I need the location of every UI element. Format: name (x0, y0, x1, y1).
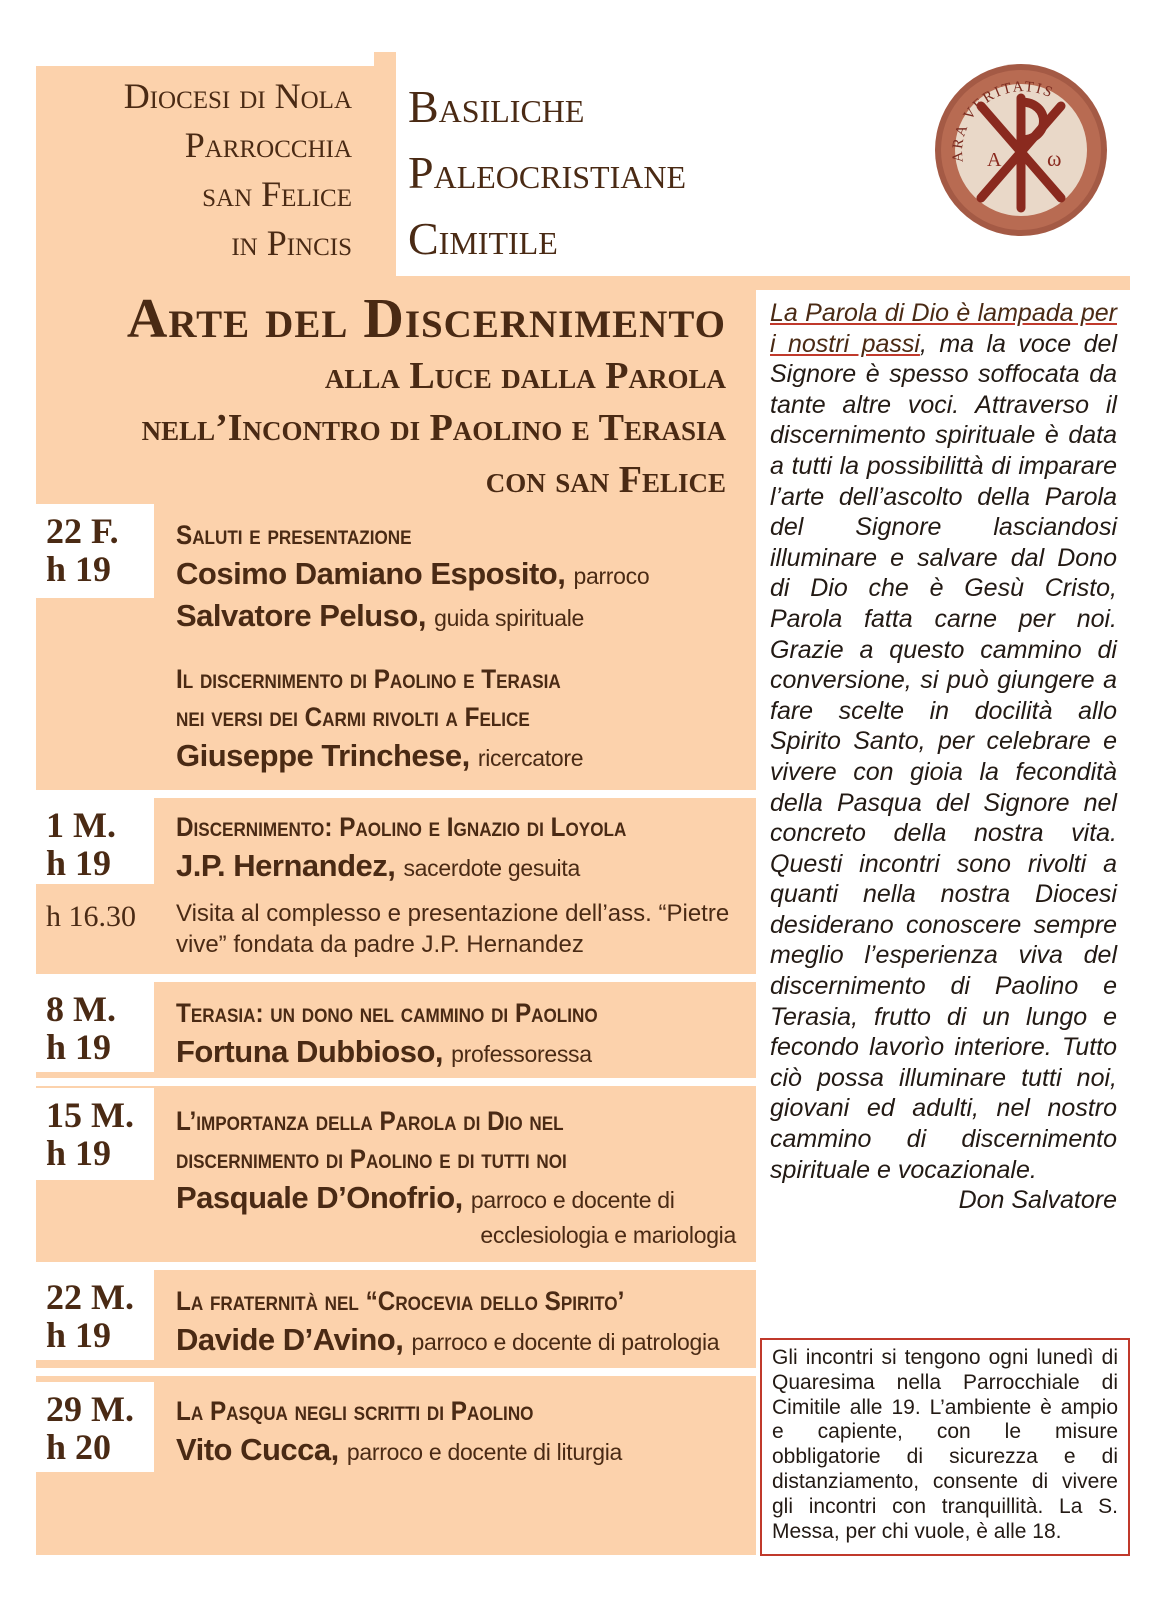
speaker (176, 1178, 746, 1220)
speaker-role: parroco e docente di patrologia (411, 1329, 720, 1355)
seal-ring-text: ARA VERITATIS (949, 78, 1057, 163)
talk-title: La fraternità nel “Crocevia dello Spirito’ (176, 1286, 625, 1316)
quote-body: , ma la voce del Signore è spesso soffocata da tante altre voci. Attraverso il discernimento spirituale è data a tutti la possibilittà di imparare l’arte dell’ascolto della Parola del Signore lasciandosi illuminare e salvare dal Dono di Dio che è Gesù Cristo, Parola fatta carne per noi. Grazie a questo cammino di conversione, si può giungere a fare scelte in docilità allo Spirito Santo, per celebrare e vivere con gioia la fecondità della Pasqua del Signore nel concreto della nostra vita. Questi incontri sono rivolti a quanti nella nostra Diocesi desiderano conoscere sempre meglio l’esperienza viva del discernimento di Paolino e Terasia, frutto di un lungo e fecondo lavorìo interiore. Tutto ciò possa illuminare tutti noi, giovani ed adulti, nel nostro cammino di discernimento spirituale e vocazionale. (770, 329, 1117, 1184)
chi-rho-seal-logo (933, 62, 1109, 238)
speaker-role-continued: ecclesiologia e mariologia (480, 1222, 736, 1248)
basilica-line: Basiliche (408, 81, 585, 132)
speaker-role: parroco (573, 563, 650, 589)
speaker-name: Vito Cucca, (176, 1432, 339, 1467)
quote-signature: Don Salvatore (958, 1186, 1117, 1215)
speaker (176, 846, 746, 888)
speaker-name: Cosimo Damiano Esposito, (176, 556, 566, 591)
diocese-line: Diocesi di Nola (123, 76, 352, 116)
speaker-role: ricercatore (477, 745, 584, 771)
subtitle-line: con san Felice (485, 459, 726, 501)
speaker (176, 1430, 746, 1472)
date-badge (36, 982, 154, 1072)
seal-omega: ω (1047, 146, 1062, 171)
event-item (176, 1102, 746, 1250)
basilica-line: Cimitile (408, 213, 558, 264)
visit-line: Visita al complesso e presentazione dell’ass. “Pietre (176, 900, 730, 927)
event-item (176, 994, 746, 1074)
event-time: h 19 (46, 1315, 112, 1355)
event-date: 29 M. (46, 1389, 134, 1429)
speaker-name: Salvatore Peluso, (176, 598, 426, 633)
section-divider (36, 974, 756, 982)
header-divider (374, 52, 396, 280)
diocese-line: san Felice (202, 174, 352, 214)
event-time: h 20 (46, 1427, 112, 1467)
speaker-name: J.P. Hernandez, (176, 848, 396, 883)
event-item (176, 516, 746, 638)
main-title: Arte del Discernimento (126, 288, 726, 350)
date-badge (36, 1088, 154, 1180)
event-date: 22 M. (46, 1277, 134, 1317)
talk-title: Discernimento: Paolino e Ignazio di Loyola (176, 812, 627, 842)
talk-title: La Pasqua negli scritti di Paolino (176, 1396, 534, 1426)
visit-line: vive” fondata da padre J.P. Hernandez (176, 931, 584, 958)
diocese-heading (36, 72, 352, 268)
talk-title-line: L’importanza della Parola di Dio nel (176, 1106, 564, 1136)
event-time: h 19 (46, 549, 112, 589)
speaker-name: Pasquale D’Onofrio, (176, 1180, 463, 1215)
event-time: h 19 (46, 1027, 112, 1067)
talk-title: Terasia: un dono nel cammino di Paolino (176, 998, 598, 1028)
speaker-role: professoressa (451, 1041, 592, 1067)
speaker-role: parroco e docente di (470, 1187, 675, 1213)
event-time: h 19 (46, 843, 112, 883)
speaker-role: guida spirituale (434, 605, 584, 631)
basilica-heading (408, 74, 828, 272)
section-divider (36, 1368, 756, 1376)
section-divider (36, 790, 756, 798)
seal-alpha: A (987, 149, 1002, 171)
event-date: 8 M. (46, 989, 116, 1029)
info-note-text: Gli incontri si tengono ogni lunedì di Quaresima nella Parrocchiale di Cimitile alle 19. L’ambiente è ampio e capiente, con le misure obbligatorie di sicurezza e di distanziamento, consente di vivere gli incontri con tranquillità. La S. Messa, per chi vuole, è alle 18. (772, 1346, 1118, 1543)
subtitle-line: nell’Incontro di Paolino e Terasia (141, 407, 726, 449)
event-title-block (36, 288, 726, 506)
event-item (176, 808, 746, 888)
info-note-box (760, 1338, 1130, 1556)
speaker-name: Fortuna Dubbioso, (176, 1034, 444, 1069)
event-date: 22 F. (46, 511, 119, 551)
speaker (176, 596, 746, 638)
visit-time: h 16.30 (46, 900, 136, 933)
event-time: h 19 (46, 1133, 112, 1173)
speaker-name: Giuseppe Trinchese, (176, 738, 470, 773)
section-divider (36, 1262, 756, 1270)
event-date: 1 M. (46, 805, 116, 845)
date-badge (36, 1382, 154, 1472)
event-item (176, 1392, 746, 1472)
date-badge (36, 1270, 154, 1360)
speaker (176, 1320, 746, 1362)
event-date: 15 M. (46, 1095, 134, 1135)
pastoral-quote (770, 298, 1117, 1216)
talk-title: Saluti e presentazione (176, 520, 412, 550)
speaker-name: Davide D’Avino, (176, 1322, 404, 1357)
speaker (176, 554, 746, 596)
date-badge (36, 504, 154, 598)
event-item (176, 1282, 746, 1362)
speaker (176, 1032, 746, 1074)
talk-title-line: discernimento di Paolino e di tutti noi (176, 1144, 567, 1174)
quote-highlight: La Parola di Dio è lampada per i nostri passi (770, 299, 1117, 358)
event-item (176, 660, 746, 778)
speaker-role: sacerdote gesuita (403, 855, 580, 881)
diocese-line: in Pincis (231, 223, 352, 263)
section-divider (36, 1078, 756, 1086)
subtitle-line: alla Luce dalla Parola (324, 355, 726, 397)
visit-description (176, 898, 746, 960)
basilica-line: Paleocristiane (408, 147, 687, 198)
talk-title-line: Il discernimento di Paolino e Terasia (176, 664, 561, 694)
date-badge (36, 798, 154, 884)
talk-title-line: nei versi dei Carmi rivolti a Felice (176, 702, 530, 732)
speaker-role: parroco e docente di liturgia (346, 1439, 623, 1465)
diocese-line: Parrocchia (184, 125, 352, 165)
speaker (176, 736, 746, 778)
